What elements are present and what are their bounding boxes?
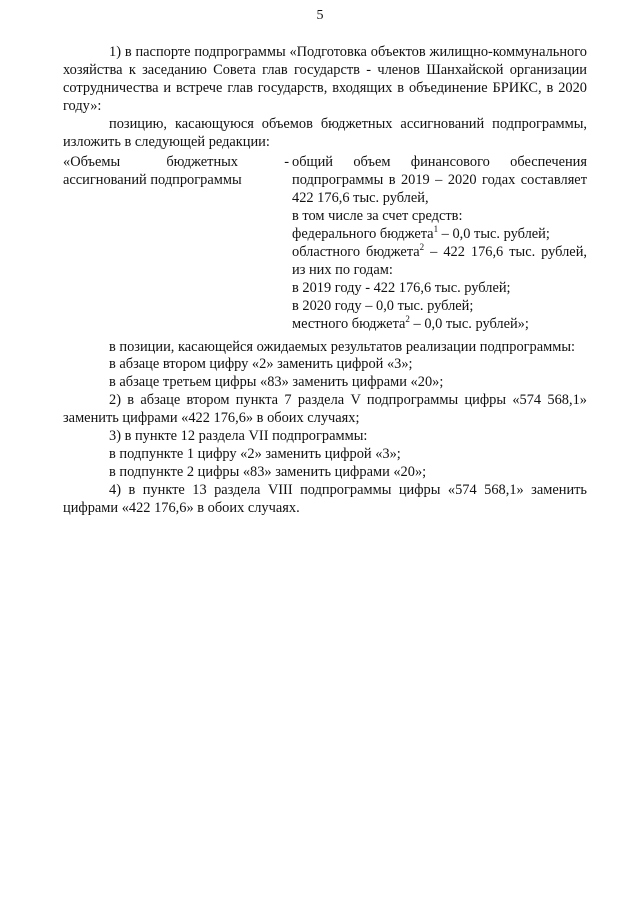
subitem-2-paragraph: в подпункте 2 цифры «83» заменить цифрами «20»;	[109, 463, 427, 480]
page-number: 5	[316, 8, 324, 23]
budget-table	[63, 154, 587, 333]
regional-budget-line	[292, 244, 587, 280]
federal-budget-line	[292, 226, 587, 244]
funding-sources-text: в том числе за счет средств:	[292, 208, 463, 225]
third-paragraph-change: в абзаце третьем цифры «83» заменить цифрами «20»;	[109, 374, 444, 391]
local-footnote-mark: 2	[405, 313, 410, 324]
subitem-1-paragraph: в подпункте 1 цифру «2» заменить цифрой «3»;	[109, 445, 401, 462]
year-2019-line: в 2019 году - 422 176,6 тыс. рублей;	[292, 279, 511, 296]
local-budget-value: – 0,0 тыс. рублей»;	[409, 315, 529, 332]
regional-footnote-mark: 2	[419, 242, 425, 253]
item-3-paragraph: 3) в пункте 12 раздела VII подпрограммы:	[109, 428, 368, 445]
item-4-paragraph: 4) в пункте 13 раздела VIII подпрограммы цифры «574 568,1» заменить цифрами «422 176,6» в обоих случаях.	[63, 481, 587, 516]
position-paragraph: позицию, касающуюся объемов бюджетных ассигнований подпрограммы, изложить в следующей редакции:	[63, 115, 587, 150]
federal-budget-label: федерального бюджета	[292, 226, 434, 243]
local-budget-label: местного бюджета	[292, 315, 406, 332]
local-budget-line	[292, 313, 587, 334]
expected-results-paragraph: в позиции, касающейся ожидаемых результатов реализации подпрограммы:	[109, 338, 576, 355]
budget-table-label: «Объемы бюджетных - ассигнований подпрограммы	[63, 154, 289, 189]
budget-table-value	[289, 154, 587, 333]
year-2020-line: в 2020 году – 0,0 тыс. рублей;	[292, 297, 474, 314]
federal-footnote-mark: 1	[433, 224, 439, 235]
document-body	[63, 44, 587, 518]
regional-budget-value: – 422 176,6 тыс. рублей, из них по годам:	[292, 243, 587, 278]
item-2-paragraph: 2) в абзаце втором пункта 7 раздела V подпрограммы цифры «574 568,1» заменить цифрами «422 176,6» в обоих случаях;	[63, 392, 587, 427]
total-funding-text: общий объем финансового обеспечения подпрограммы в 2019 – 2020 годах составляет 422 176,6 тыс. рублей,	[292, 154, 587, 207]
federal-budget-value: – 0,0 тыс. рублей;	[438, 226, 550, 243]
item-1-paragraph: 1) в паспорте подпрограммы «Подготовка объектов жилищно-коммунального хозяйства к заседанию Совета глав государств - членов Шанхайской организации сотрудничества и встрече глав государств, входящих в объединение БРИКС, в 2020 году»:	[63, 44, 587, 114]
second-paragraph-change: в абзаце втором цифру «2» заменить цифрой «3»;	[109, 356, 413, 373]
regional-budget-label: областного бюджета	[292, 243, 420, 260]
